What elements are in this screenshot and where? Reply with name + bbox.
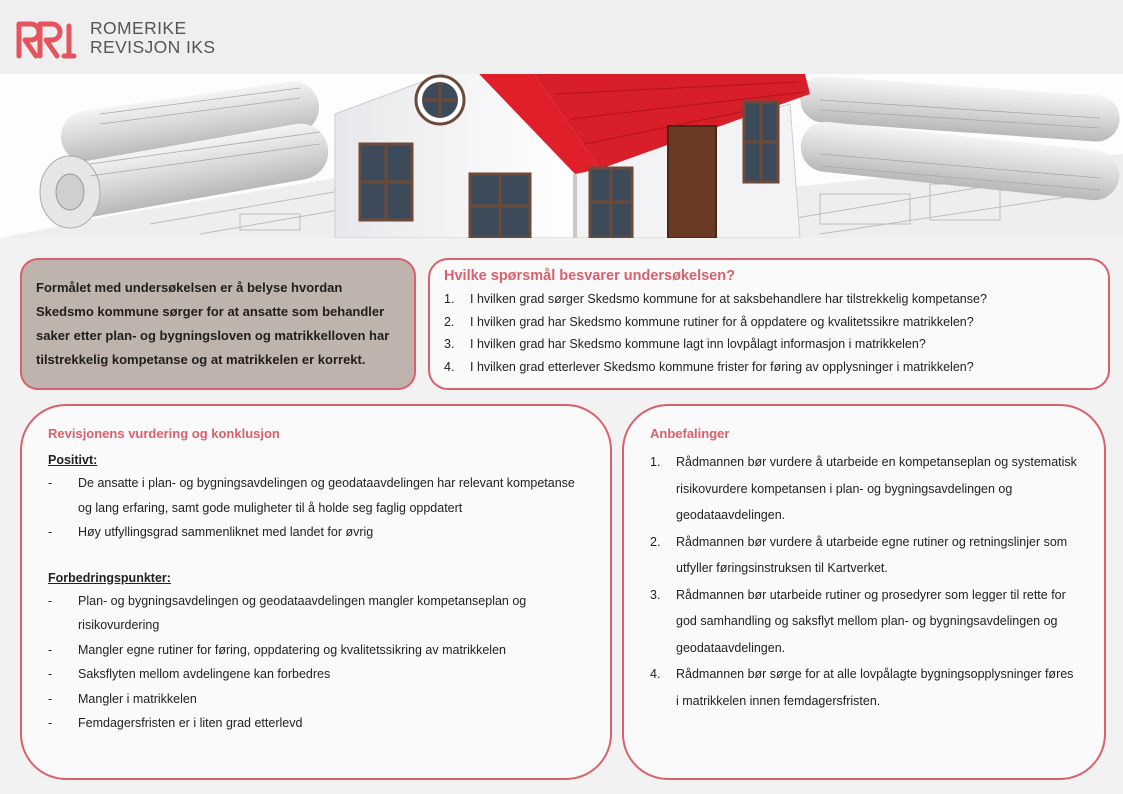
improvement-item xyxy=(48,589,584,638)
bullet-dash: - xyxy=(48,667,53,681)
improvement-text: Saksflyten mellom avdelingene kan forbedres xyxy=(78,667,331,681)
brand-name xyxy=(90,19,215,57)
purpose-text: Formålet med undersøkelsen er å belyse hvordan Skedsmo kommune sørger for at ansatte som behandler saker etter plan- og bygningsloven og matrikkelloven har tilstrekkelig kompetanse og at matrikkelen er korrekt. xyxy=(36,280,390,367)
recommendation-text: Rådmannen bør utarbeide rutiner og prosedyrer som legger til rette for god samhandling og saksflyt mellom plan- og bygningsavdelingen og geodataavdelingen. xyxy=(676,587,1066,655)
recommendations-list xyxy=(650,449,1078,714)
question-number: 4. xyxy=(444,359,455,374)
conclusion-box xyxy=(20,404,612,780)
question-number: 1. xyxy=(444,292,455,306)
recommendation-text: Rådmannen bør sørge for at alle lovpålagte bygningsopplysninger føres i matrikkelen innen femdagersfristen. xyxy=(676,667,1074,708)
conclusion-title: Revisjonens vurdering og konklusjon xyxy=(48,426,280,441)
recommendations-title: Anbefalinger xyxy=(650,426,730,441)
question-item xyxy=(444,311,1094,334)
questions-title: Hvilke spørsmål besvarer undersøkelsen? xyxy=(444,268,735,284)
improvement-text: Mangler i matrikkelen xyxy=(78,691,197,706)
positive-heading: Positivt: xyxy=(48,453,98,467)
bullet-dash: - xyxy=(48,716,53,730)
improvement-list xyxy=(48,589,584,736)
improvement-item xyxy=(48,711,584,736)
positive-item xyxy=(48,520,584,545)
positive-item xyxy=(48,471,584,520)
positive-list xyxy=(48,471,584,545)
improvement-item xyxy=(48,662,584,687)
questions-list xyxy=(444,288,1094,378)
recommendation-item xyxy=(650,661,1078,714)
house-blueprint-illustration xyxy=(0,74,1123,238)
question-text: I hvilken grad sørger Skedsmo kommune for at saksbehandlere har tilstrekkelig kompetanse? xyxy=(470,292,987,306)
brand-logo xyxy=(14,16,215,60)
question-text: I hvilken grad har Skedsmo kommune rutiner for å oppdatere og kvalitetssikre matrikkelen? xyxy=(470,314,974,329)
questions-box xyxy=(428,258,1110,390)
improvement-text: Mangler egne rutiner for føring, oppdatering og kvalitetssikring av matrikkelen xyxy=(78,642,506,657)
recommendation-number: 3. xyxy=(650,587,661,602)
brand-line-1: ROMERIKE xyxy=(90,18,187,38)
brand-line-2: REVISJON IKS xyxy=(90,37,216,57)
positive-text: De ansatte i plan- og bygningsavdelingen og geodataavdelingen har relevant kompetanse og lang erfaring, samt gode muligheter til å holde seg faglig oppdatert xyxy=(78,476,575,515)
improvement-text: Femdagersfristen er i liten grad etterlevd xyxy=(78,716,303,730)
recommendation-number: 1. xyxy=(650,455,661,469)
question-item xyxy=(444,333,1094,356)
recommendation-item xyxy=(650,449,1078,529)
bullet-dash: - xyxy=(48,476,53,490)
question-text: I hvilken grad etterlever Skedsmo kommune frister for føring av opplysninger i matrikkelen? xyxy=(470,359,974,374)
recommendation-item xyxy=(650,582,1078,662)
improvement-text: Plan- og bygningsavdelingen og geodataavdelingen mangler kompetanseplan og risikovurdering xyxy=(78,593,527,632)
bullet-dash: - xyxy=(48,525,53,539)
header-bar xyxy=(0,0,1123,74)
question-item xyxy=(444,288,1094,311)
bullet-dash: - xyxy=(48,593,53,608)
improvement-heading: Forbedringspunkter: xyxy=(48,570,171,585)
bullet-dash: - xyxy=(48,642,53,657)
banner-image xyxy=(0,74,1123,238)
recommendation-text: Rådmannen bør vurdere å utarbeide en kompetanseplan og systematisk risikovurdere kompetansen i plan- og bygningsavdelingen og geodataavdelingen. xyxy=(676,455,1077,522)
recommendation-text: Rådmannen bør vurdere å utarbeide egne rutiner og retningslinjer som utfyller føringsinstruksen til Kartverket. xyxy=(676,534,1068,575)
improvement-item xyxy=(48,638,584,663)
bullet-dash: - xyxy=(48,691,53,706)
rri-logo-icon xyxy=(14,16,84,60)
improvement-item xyxy=(48,687,584,712)
question-number: 2. xyxy=(444,314,455,329)
positive-text: Høy utfyllingsgrad sammenliknet med landet for øvrig xyxy=(78,525,374,539)
question-item xyxy=(444,356,1094,379)
question-text: I hvilken grad har Skedsmo kommune lagt inn lovpålagt informasjon i matrikkelen? xyxy=(470,337,926,351)
recommendations-box xyxy=(622,404,1106,780)
recommendation-number: 2. xyxy=(650,534,661,549)
recommendation-item xyxy=(650,529,1078,582)
purpose-box xyxy=(20,258,416,390)
question-number: 3. xyxy=(444,337,455,351)
recommendation-number: 4. xyxy=(650,667,661,681)
